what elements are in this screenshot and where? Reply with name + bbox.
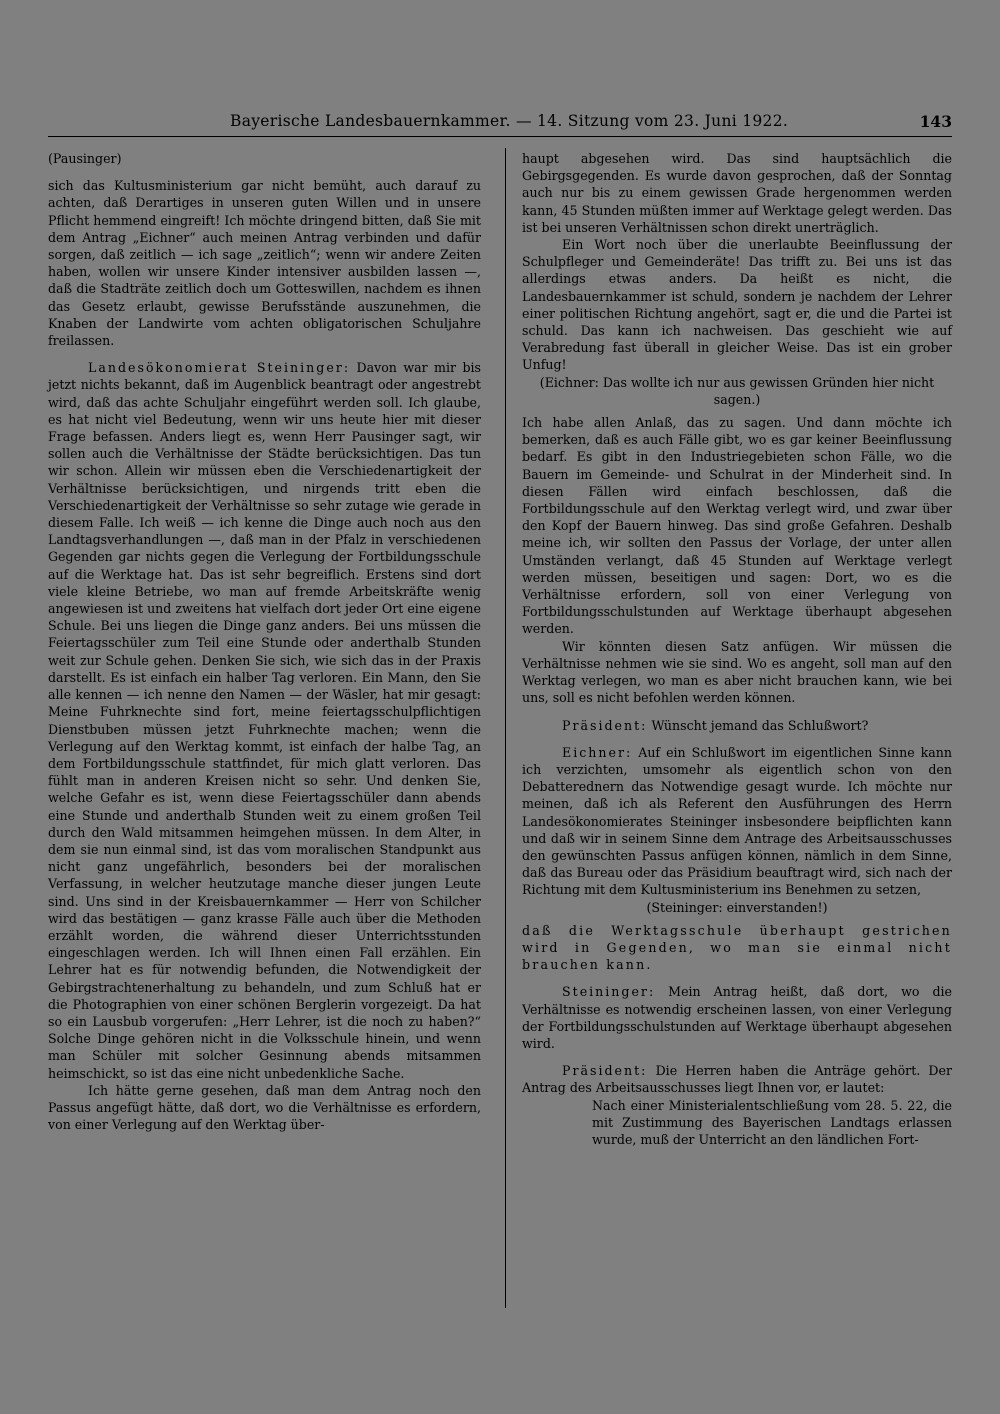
paragraph-text: Die Herren haben die Anträge gehört. Der Antrag des Arbeitsausschusses liegt Ihnen vor, er lautet: [522, 1063, 952, 1096]
paragraph-text: Auf ein Schlußwort im eigentlichen Sinne kann ich verzichten, umsomehr als eigentlich schon von den Debatterednern das Notwendige gesagt wurde. Ich möchte nur meinen, daß ich als Referent den Ausführungen des Herrn Landesökonomierates Steininger insbesondere beipflichten kann und daß wir in seinem Sinne dem Antrage des Arbeitsausschusses den gewünschten Passus anfügen können, nämlich in dem Sinne, daß das Bureau oder das Präsidium beauftragt wird, sich nach der Richtung mit dem Kultusministerium ins Benehmen zu setzen, [522, 744, 952, 898]
speaker-name: Eichner: [562, 744, 633, 760]
paragraph [522, 717, 952, 734]
paragraph: Ein Wort noch über die unerlaubte Beeinflussung der Schulpfleger und Gemeinderäte! Das trifft zu. Bei uns ist das allerdings etwas anders. Da heißt es nicht, die Landesbauernkammer ist schuld, sondern je nachdem der Lehrer einer politischen Richtung angehört, sagt er, die und die Partei ist schuld. Das kann ich nachweisen. Das geschieht wie auf Verabredung fast überall in gleicher Weise. Das ist ein grober Unfug! [522, 237, 952, 373]
column-divider [505, 148, 506, 1308]
right-column [522, 150, 952, 1148]
speaker-name: Steininger: [562, 984, 656, 1000]
paragraph: haupt abgesehen wird. Das sind hauptsächlich die Gebirgsgegenden. Es wurde davon gesprochen, daß der Sonntag auch nur bis zu einem gewissen Grade hergenommen werden kann, 45 Stunden müßten immer auf Werktage gelegt werden. Das ist bei unseren Verhältnissen schon direkt unerträglich. [522, 151, 952, 235]
paragraph [48, 359, 481, 1082]
running-header-title: Bayerische Landesbauernkammer. — 14. Sitzung vom 23. Juni 1922. [230, 112, 789, 130]
page-number: 143 [919, 112, 952, 131]
paragraph-text: Davon war mir bis jetzt nichts bekannt, daß im Augenblick beantragt oder angestrebt wird, daß das achte Schuljahr eingeführt werden soll. Ich glaube, es hat nicht viel Bedeutung, wenn wir uns heute hier mit dieser Frage befassen. Anders liegt es, wenn Herr Pausinger sagt, wir sollen auch die Verhältnisse der Städte berücksichtigen. Das tun wir schon. Allein wir müssen eben die Verschiedenartigkeit der Verhältnisse berücksichtigen, und nirgends tritt eben die Verschiedenartigkeit der Verhältnisse so sehr zutage wie gerade in diesem Falle. Ich weiß — ich kenne die Dinge auch noch aus den Landtagsverhandlungen —, daß man in der Pfalz in verschiedenen Gegenden gar nichts gegen die Verlegung der Fortbildungsschule auf die Werktage hat. Das ist sehr begreiflich. Erstens sind dort viele kleine Betriebe, wo man auf fremde Arbeitskräfte wenig angewiesen ist und zweitens hat vielfach dort jeder Ort eine eigene Schule. Bei uns liegen die Dinge ganz anders. Bei uns müssen die Feiertagsschüler zum Teil eine Stunde oder anderthalb Stunden weit zur Schule gehen. Denken Sie sich, wie sich das in der Praxis darstellt. Es ist einfach ein halber Tag verloren. Ein Mann, den Sie alle kennen — ich nenne den Namen — der Wäsler, hat mir gesagt: Meine Fuhrknechte sind fort, meine feiertagsschulpflichtigen Dienstbuben müssen jetzt Fuhrknechte machen; wenn die Verlegung auf den Werktag kommt, ist einfach der halbe Tag, an dem Fortbildungsschule stattfindet, für mich glatt verloren. Das fühlt man in anderen Kreisen nicht so sehr. Und denken Sie, welche Gefahr es ist, wenn diese Feiertagsschüler dann abends eine Stunde und anderthalb Stunden weit zu einem großen Teil durch den Wald mitsammen heimgehen müssen. In dem Alter, in dem sie nun einmal sind, ist das vom moralischen Standpunkt aus nicht ganz ungefährlich, besonders bei der moralischen Verfassung, in welcher heutzutage manche dieser jungen Leute sind. Uns sind in der Kreisbauernkammer — Herr von Schilcher wird das bestätigen — ganz krasse Fälle auch über die Methoden erzählt worden, die während dieser Unterrichtsstunden eingeschlagen werden. Ich will Ihnen einen Fall erzählen. Ein Lehrer hat es für notwendig befunden, die Notwendigkeit der Gebirgstrachtenerhaltung zu behandeln, und zum Schluß hat er die Photographien von einer schönen Berglerin vorgezeigt. Da hat so ein Lausbub vorgerufen: „Herr Lehrer, ist die noch zu haben?“ Solche Dinge gehören nicht in die Volksschule hinein, und wenn man Schüler mit solcher Gesinnung abends mitsammen heimschickt, so ist das eine nicht unbedenkliche Sache. [48, 360, 481, 1081]
speaker-name: Präsident: [562, 717, 648, 733]
speaker-name: Landesökonomierat Steininger: [88, 360, 351, 376]
paragraph [522, 744, 952, 899]
paragraph [522, 1062, 952, 1096]
paragraph: daß die Werktagsschule überhaupt gestrichen wird in Gegenden, wo man sie einmal nicht brauchen kann. [522, 922, 952, 973]
paragraph: Ich habe allen Anlaß, das zu sagen. Und dann möchte ich bemerken, daß es auch Fälle gibt, wo es gar keiner Beeinflussung bedarf. Es gibt in den Industriegebieten schon Fälle, wo die Bauern im Gemeinde- und Schulrat in der Minderheit sind. In diesen Fällen wird einfach beschlossen, daß die Fortbildungsschule auf den Werktag verlegt wird, und zwar über den Kopf der Bauern hinweg. Das sind große Gefahren. Deshalb meine ich, wir sollten den Passus der Vorlage, der unter allen Umständen verlangt, daß 45 Stunden auf Werktage verlegt werden müssen, beseitigen und sagen: Dort, wo es die Verhältnisse erfordern, soll von einer Verlegung von Fortbildungsschulstunden auf Werktage überhaupt abgesehen werden. [522, 415, 952, 637]
speaker-name: Präsident: [562, 1063, 648, 1079]
page-header [48, 112, 952, 136]
paragraph: sich das Kultusministerium gar nicht bemüht, auch darauf zu achten, daß Derartiges in unseren guten Willen und in unsere Pflicht hemmend eingreift! Ich möchte dringend bitten, daß Sie mit dem Antrag „Eichner“ auch meinen Antrag verbinden und dafür sorgen, daß zeitlich — ich sage „zeitlich“; wenn wir andere Zeiten haben, wollen wir unsere Kinder intensiver ausbilden lassen —, daß die Stadträte zeitlich doch um Gotteswillen, nachdem es ihnen das Gesetz erlaubt, gewisse Berufsstände auszunehmen, die Knaben der Landwirte vom achten obligatorischen Schuljahre freilassen. [48, 178, 481, 349]
interjection: (Steininger: einverstanden!) [646, 899, 828, 915]
quoted-motion: Nach einer Ministerialentschließung vom 28. 5. 22, die mit Zustimmung des Bayerischen Landtags erlassen wurde, muß der Unterricht an den ländlichen Fort- [592, 1097, 952, 1147]
left-column [48, 150, 481, 1133]
paragraph: Wir könnten diesen Satz anfügen. Wir müssen die Verhältnisse nehmen wie sie sind. Wo es angeht, soll man auf den Werktag verlegen, wo man es aber nicht brauchen kann, wie bei uns, soll es nicht befohlen werden können. [522, 638, 952, 706]
header-rule [48, 136, 952, 137]
paragraph-text: Wünscht jemand das Schlußwort? [651, 717, 869, 733]
paragraph: Ich hätte gerne gesehen, daß man dem Antrag noch den Passus angefügt hätte, daß dort, wo die Verhältnisse es erfordern, von einer Verlegung auf den Werktag über- [48, 1082, 481, 1133]
paragraph [522, 983, 952, 1052]
interjection: (Eichner: Das wollte ich nur aus gewissen Gründen hier nicht sagen.) [539, 374, 935, 407]
speaker-tag: (Pausinger) [48, 151, 122, 166]
paragraph-text: Mein Antrag heißt, daß dort, wo die Verhältnisse es notwendig erscheinen lassen, von einer Verlegung der Fortbildungsschulstunden auf Werktage überhaupt abgesehen wird. [522, 984, 952, 1051]
